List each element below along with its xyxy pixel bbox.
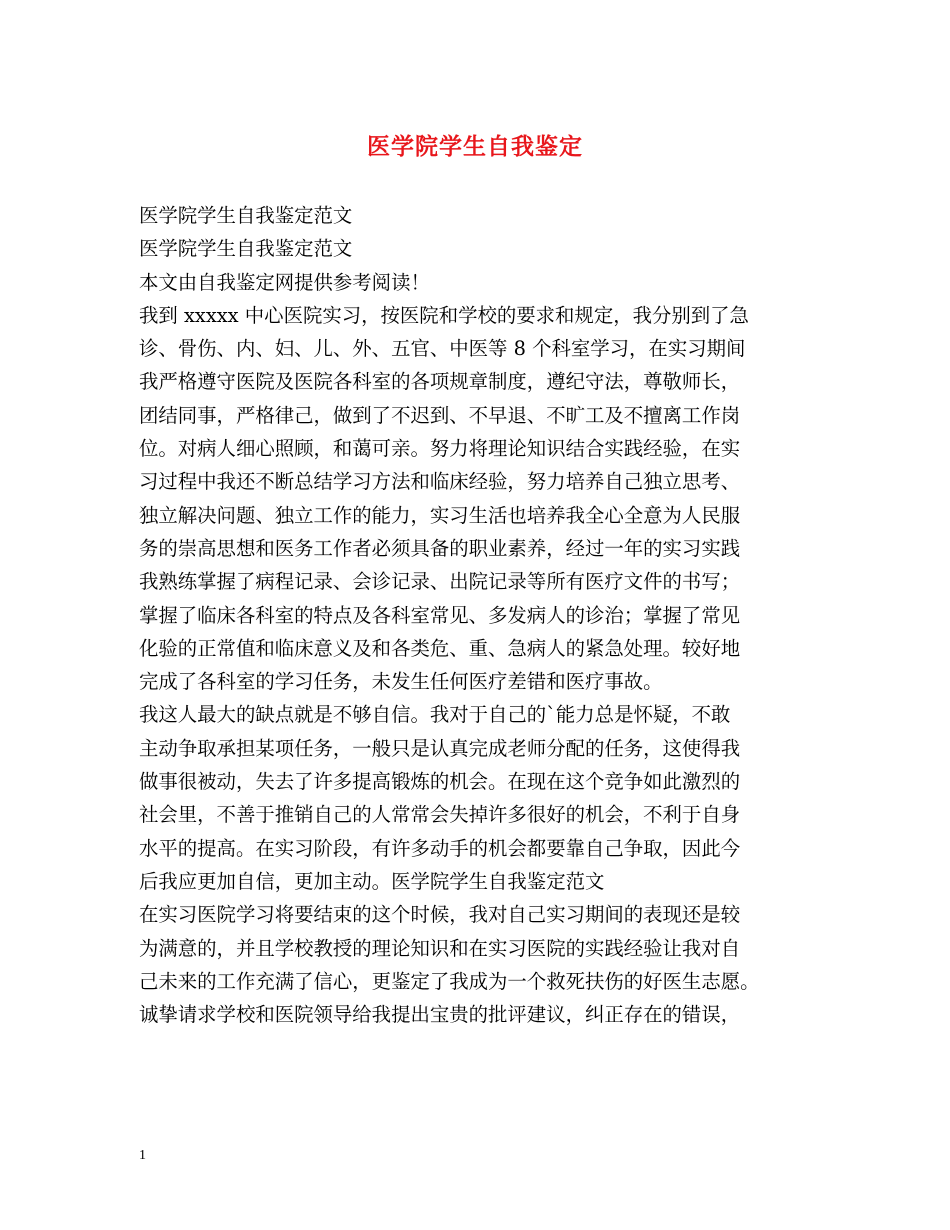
text-line: 位。对病人细心照顾，和蔼可亲。努力将理论知识结合实践经验，在实 <box>139 437 741 461</box>
document-title: 医学院学生自我鉴定 <box>367 133 583 160</box>
text-line: 医学院学生自我鉴定范文 <box>139 204 353 227</box>
text-line: 本文由自我鉴定网提供参考阅读！ <box>139 270 430 294</box>
text-line: 团结同事，严格律己，做到了不迟到、不早退、不旷工及不擅离工作岗 <box>139 403 741 427</box>
text-line: 己未来的工作充满了信心，更鉴定了我成为一个救死扶伤的好医生志愿。 <box>139 969 760 993</box>
text-line: 习过程中我还不断总结学习方法和临床经验，努力培养自己独立思考、 <box>139 470 741 494</box>
text-line: 主动争取承担某项任务，一般只是认真完成老师分配的任务，这使得我 <box>139 736 741 760</box>
text-line: 掌握了临床各科室的特点及各科室常见、多发病人的诊治；掌握了常见 <box>139 603 741 627</box>
text-line: 诚挚请求学校和医院领导给我提出宝贵的批评建议，纠正存在的错误， <box>139 1003 741 1027</box>
text-line: 水平的提高。在实习阶段，有许多动手的机会都要靠自己争取，因此今 <box>139 836 741 860</box>
text-line: 为满意的，并且学校教授的理论知识和在实习医院的实践经验让我对自 <box>139 936 741 960</box>
text-line: 化验的正常值和临床意义及和各类危、重、急病人的紧急处理。较好地 <box>139 636 741 660</box>
text-line: 做事很被动，失去了许多提高锻炼的机会。在现在这个竞争如此激烈的 <box>139 770 741 794</box>
text-line: 独立解决问题、独立工作的能力，实习生活也培养我全心全意为人民服 <box>139 503 741 527</box>
text-line: 我这人最大的缺点就是不够自信。我对于自己的`能力总是怀疑，不敢 <box>139 703 731 727</box>
text-line: 后我应更加自信，更加主动。医学院学生自我鉴定范文 <box>139 869 605 893</box>
text-line: 诊、骨伤、内、妇、儿、外、五官、中医等 8 个科室学习，在实习期间 <box>139 337 746 361</box>
text-line: 我熟练掌握了病程记录、会诊记录、出院记录等所有医疗文件的书写； <box>139 570 741 594</box>
document-body <box>139 199 829 1031</box>
text-line: 医学院学生自我鉴定范文 <box>139 237 353 261</box>
page-number: 1 <box>139 1148 146 1163</box>
text-line: 在实习医院学习将要结束的这个时候，我对自己实习期间的表现还是较 <box>139 903 741 927</box>
text-line: 务的崇高思想和医务工作者必须具备的职业素养，经过一年的实习实践 <box>139 536 741 560</box>
text-line: 我严格遵守医院及医院各科室的各项规章制度，遵纪守法，尊敬师长， <box>139 370 741 394</box>
text-line: 我到 xxxxx 中心医院实习，按医院和学校的要求和规定，我分别到了急 <box>139 303 749 327</box>
text-line: 社会里，不善于推销自己的人常常会失掉许多很好的机会，不利于自身 <box>139 803 741 827</box>
text-line: 完成了各科室的学习任务，未发生任何医疗差错和医疗事故。 <box>139 670 663 694</box>
